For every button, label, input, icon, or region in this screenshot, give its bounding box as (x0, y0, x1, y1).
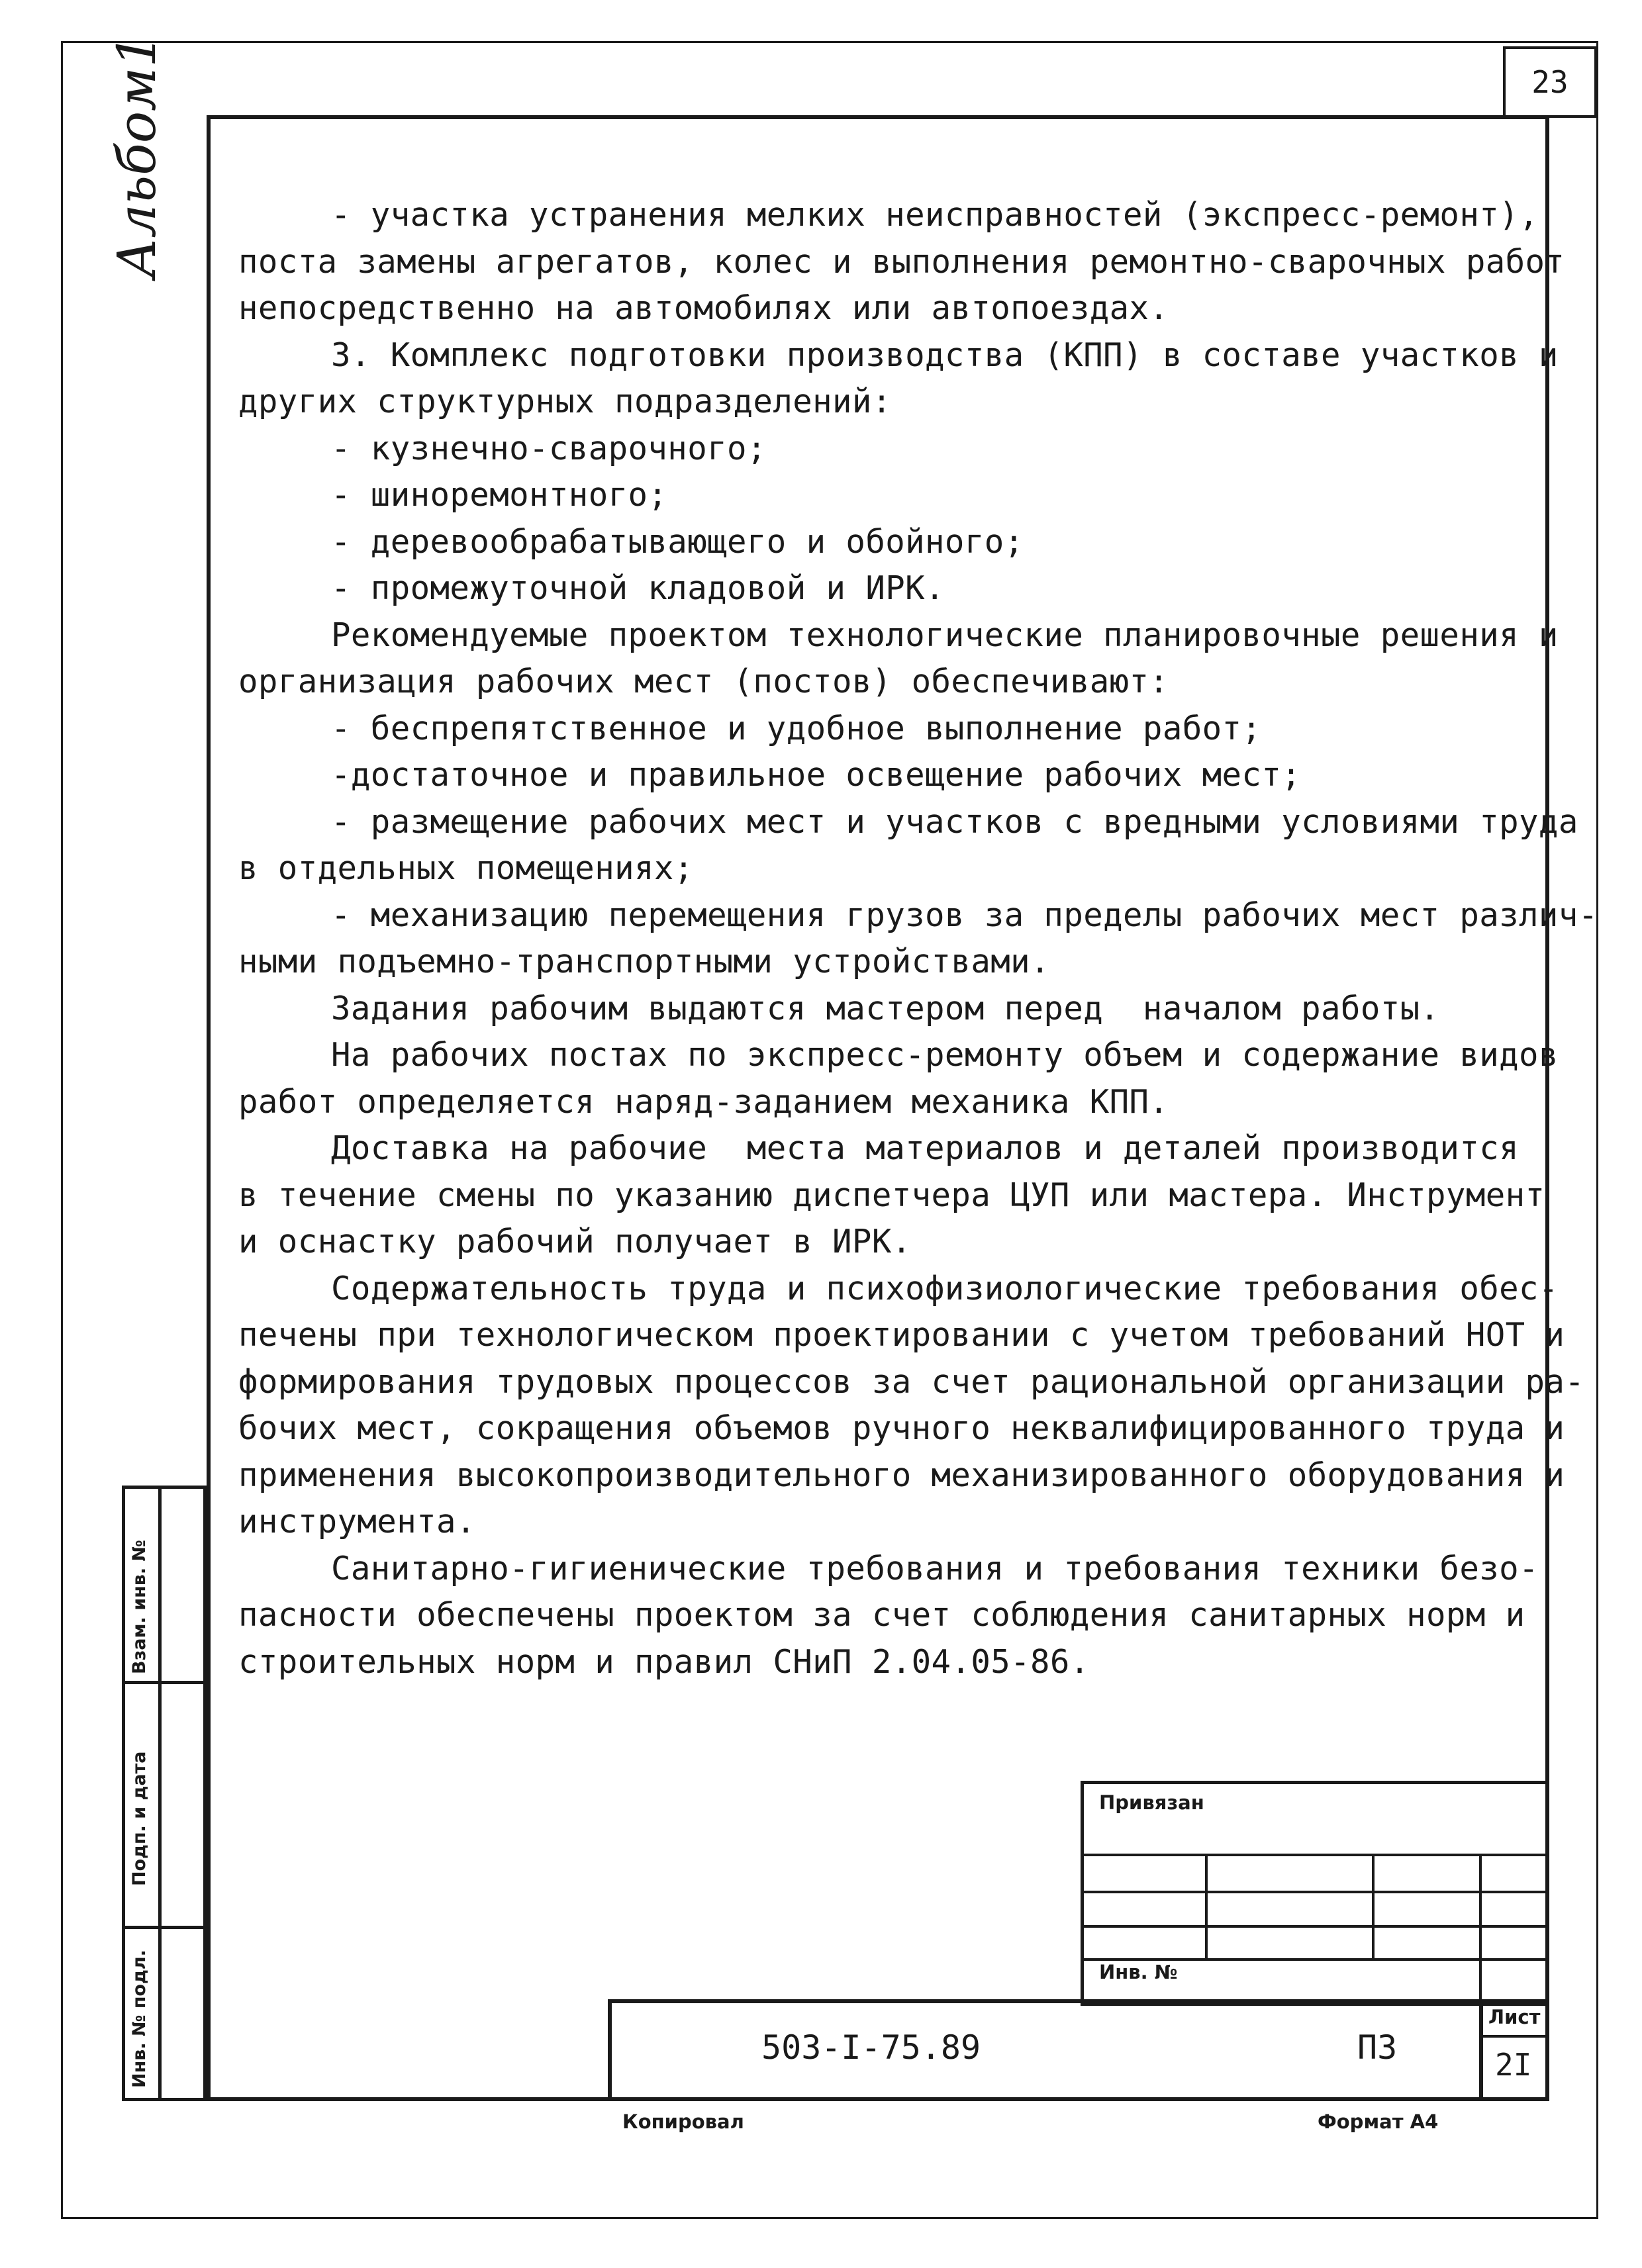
body-line: строительных норм и правил СНиП 2.04.05-86. (238, 1642, 1090, 1681)
body-line: организация рабочих мест (постов) обеспечивают: (238, 663, 1169, 700)
body-line: печены при технологическом проектировании с учетом требований НОТ и (238, 1316, 1565, 1354)
body-line: -достаточное и правильное освещение рабочих мест; (331, 756, 1302, 794)
sheet-number: 23 (1503, 46, 1597, 118)
body-line: - механизацию перемещения грузов за пределы рабочих мест различ- (331, 896, 1598, 934)
body-line: в отдельных помещениях; (238, 849, 694, 887)
body-line: - беспрепятственное и удобное выполнение работ; (331, 709, 1262, 747)
side-row-divider (125, 1681, 203, 1684)
body-line: и оснастку рабочий получает в ИРК. (238, 1223, 912, 1260)
sheet-index: 2I (1495, 2047, 1532, 2083)
side-strip-divider (158, 1489, 162, 2098)
body-line: Содержательность труда и психофизиологические требования обес- (331, 1269, 1559, 1307)
body-line: - промежуточной кладовой и ИРК. (331, 569, 945, 607)
body-line: - размещение рабочих мест и участков с вредными условиями труда (331, 802, 1578, 841)
document-type: ПЗ (1357, 2028, 1398, 2067)
body-line: бочих мест, сокращения объемов ручного неквалифицированного труда и (238, 1409, 1565, 1447)
footer-copied-label: Копировал (622, 2110, 744, 2133)
body-line: Задания рабочим выдаются мастером перед началом работы. (331, 989, 1440, 1027)
body-line: ными подъемно-транспортными устройствами. (238, 943, 1050, 980)
body-line: - деревообрабатывающего и обойного; (331, 522, 1024, 561)
body-line: 3. Комплекс подготовки производства (КПП) в составе участков и (331, 336, 1559, 374)
body-line: Рекомендуемые проектом технологические планировочные решения и (331, 616, 1559, 654)
body-line: применения высокопроизводительного механизированного оборудования и (238, 1456, 1565, 1494)
body-line: формирования трудовых процессов за счет рациональной организации ра- (238, 1362, 1585, 1401)
body-line: Доставка на рабочие места материалов и деталей производится (331, 1129, 1520, 1167)
tb-col-line (1372, 1854, 1375, 1960)
body-text (238, 192, 1598, 1685)
podp-data-label: Подп. и дата (129, 1751, 150, 1886)
tb-col-line (1205, 1854, 1208, 1960)
body-line: Санитарно-гигиенические требования и требования техники безо- (331, 1549, 1539, 1587)
tb-row-line (1479, 2035, 1549, 2038)
side-row-divider (125, 1926, 203, 1929)
body-line: - участка устранения мелких неисправностей (экспресс-ремонт), (331, 196, 1539, 234)
body-line: в течение смены по указанию диспетчера ЦУП или мастера. Инструмент (238, 1176, 1545, 1214)
body-line: работ определяется наряд-заданием механика КПП. (238, 1082, 1169, 1121)
body-line: - шиноремонтного; (331, 476, 668, 514)
privyazan-label: Привязан (1099, 1791, 1204, 1814)
side-stamp-strip (122, 1486, 207, 2101)
vzam-inv-label: Взам. инв. № (129, 1539, 150, 1674)
body-line: непосредственно на автомобилях или автопоездах. (238, 289, 1169, 327)
code-block (608, 1999, 1549, 2101)
body-line: пасности обеспечены проектом за счет соблюдения санитарных норм и (238, 1596, 1525, 1634)
body-line: На рабочих постах по экспресс-ремонту объем и содержание видов (331, 1036, 1559, 1074)
document-code: 503-I-75.89 (761, 2028, 981, 2067)
body-line: инструмента. (238, 1503, 476, 1540)
tb-col-line (1479, 1999, 1483, 2101)
footer-format-label: Формат А4 (1318, 2110, 1439, 2133)
sheet-label: Лист (1488, 2006, 1541, 2028)
inv-podl-label: Инв. № подл. (129, 1950, 150, 2088)
album-mark-text: Альбом1 (106, 33, 168, 278)
tb-col-line (1479, 1854, 1482, 2005)
album-handwritten-mark (106, 33, 179, 278)
body-line: - кузнечно-сварочного; (331, 429, 767, 467)
body-line: других структурных подразделений: (238, 383, 892, 420)
body-line: поста замены агрегатов, колес и выполнения ремонтно-сварочных работ (238, 242, 1565, 281)
inv-no-label: Инв. № (1099, 1961, 1178, 1983)
